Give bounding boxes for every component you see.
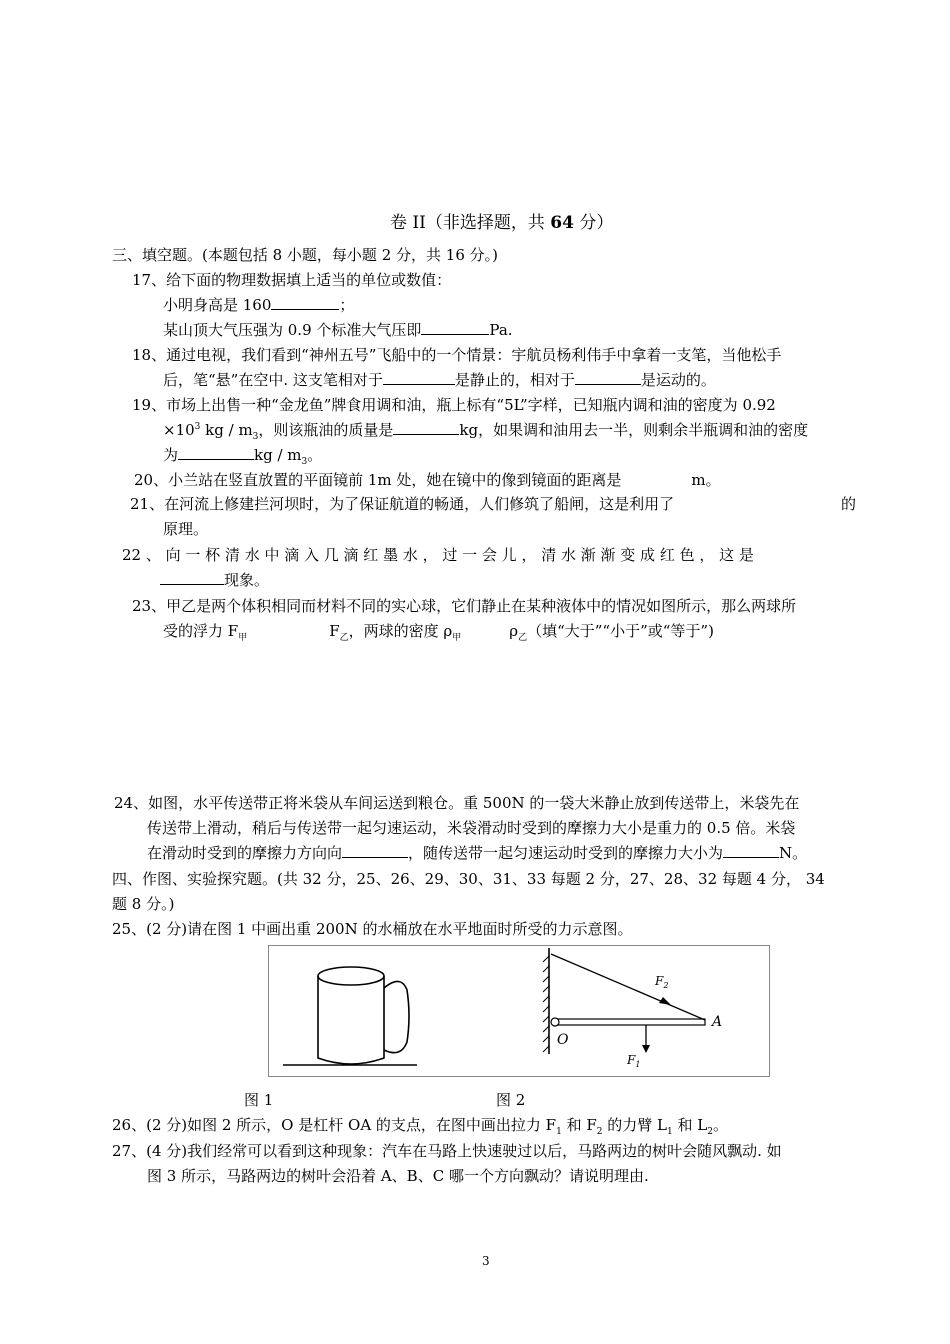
q19-text-a: ×10 bbox=[163, 421, 195, 439]
q20-text: 20、小兰站在竖直放置的平面镜前 1m 处，她在镜中的像到镜面的距离是 bbox=[134, 471, 622, 489]
q26-sub-1: 1 bbox=[556, 1127, 562, 1137]
q23-sub-yi-2: 乙 bbox=[518, 633, 528, 643]
q26-text-d: 和 L bbox=[672, 1116, 708, 1134]
answer-blank[interactable] bbox=[575, 370, 641, 385]
question-19-line-3 bbox=[163, 444, 322, 467]
question-22-line-1: 22 、 向 一 杯 清 水 中 滴 入 几 滴 红 墨 水 ， 过 一 会 儿 ， 清 水 渐 渐 变 成 红 色 ， 这 是 bbox=[122, 546, 754, 564]
label-o: O bbox=[557, 1032, 569, 1048]
title-score: 64 bbox=[550, 213, 574, 233]
figure-2-caption: 图 2 bbox=[496, 1091, 526, 1109]
question-18-line-2 bbox=[163, 369, 716, 390]
label-f2: F bbox=[655, 974, 664, 988]
q17-a-end: ； bbox=[339, 296, 355, 314]
answer-blank[interactable] bbox=[383, 370, 455, 385]
q18-text-b: 是静止的，相对于 bbox=[454, 371, 575, 389]
question-18-line-1: 18、通过电视，我们看到“神州五号”飞船中的一个情景：宇航员杨利伟手中拿着一支笔，当他松手 bbox=[132, 346, 782, 364]
q22-text: 现象。 bbox=[224, 571, 270, 589]
q19-subscript-2: 3 bbox=[301, 457, 308, 467]
q24-text-c: N。 bbox=[779, 844, 808, 862]
question-17-line-b bbox=[163, 319, 513, 340]
question-21-line-1 bbox=[130, 493, 674, 514]
question-24-line-1: 24、如图，水平传送带正将米袋从车间运送到粮仓。重 500N 的一袋大米静止放到传送带上，米袋先在 bbox=[114, 794, 800, 812]
lever-drawing bbox=[543, 948, 722, 1069]
figure-box bbox=[268, 945, 770, 1077]
q23-sub-jia: 甲 bbox=[238, 633, 248, 643]
q19-text-e: 为 bbox=[163, 446, 179, 464]
q18-text-a: 后，笔“悬”在空中. 这支笔相对于 bbox=[163, 371, 383, 389]
question-23-line-1: 23、甲乙是两个体积相同而材料不同的实心球，它们静止在某种液体中的情况如图所示，那么两球所 bbox=[132, 597, 797, 615]
answer-blank[interactable] bbox=[393, 420, 459, 435]
answer-blank[interactable] bbox=[421, 320, 489, 335]
question-25: 25、(2 分)请在图 1 中画出重 200N 的水桶放在水平地面时所受的力示意图。 bbox=[112, 920, 633, 938]
label-f2-sub: 2 bbox=[663, 981, 669, 990]
q23-text-e: （填“大于”“小于”或“等于”) bbox=[527, 622, 714, 640]
question-17-stem: 17、给下面的物理数据填上适当的单位或数值： bbox=[132, 271, 452, 289]
q19-text-c: ，则该瓶油的质量是 bbox=[258, 421, 394, 439]
q19-text-d: kg，如果调和油用去一半，则剩余半瓶调和油的密度 bbox=[459, 421, 809, 439]
q17-b-end: Pa. bbox=[489, 321, 513, 339]
question-22-line-2 bbox=[160, 569, 269, 590]
title-prefix: 卷 II（非选择题，共 bbox=[390, 213, 551, 233]
page-number: 3 bbox=[482, 1254, 490, 1268]
q21-text: 21、在河流上修建拦河坝时，为了保证航道的畅通，人们修筑了船闸，这是利用了 bbox=[130, 495, 675, 513]
q17-a-text: 小明身高是 160 bbox=[163, 296, 272, 314]
question-26 bbox=[112, 1114, 728, 1137]
question-27-line-2: 图 3 所示，马路两边的树叶会沿着 A、B、C 哪一个方向飘动？请说明理由. bbox=[147, 1167, 649, 1185]
q17-b-text: 某山顶大气压强为 0.9 个标准大气压即 bbox=[163, 321, 422, 339]
q19-text-g: 。 bbox=[307, 446, 323, 464]
q23-text-c: ，两球的密度 ρ bbox=[348, 622, 453, 640]
label-a: A bbox=[712, 1014, 723, 1030]
q26-sub-4: 2 bbox=[707, 1127, 713, 1137]
q26-text-a: 26、(2 分)如图 2 所示，O 是杠杆 OA 的支点，在图中画出拉力 F bbox=[112, 1116, 557, 1134]
figure-drawing bbox=[269, 946, 769, 1076]
q26-text-e: 。 bbox=[712, 1116, 728, 1134]
svg-text:F1 bbox=[626, 1053, 640, 1069]
answer-blank[interactable] bbox=[178, 445, 254, 460]
question-17-line-a bbox=[163, 294, 354, 315]
q19-subscript: 3 bbox=[252, 432, 259, 442]
question-24-line-2: 传送带上滑动，稍后与传送带一起匀速运动，米袋滑动时受到的摩擦力大小是重力的 0.5 倍。米袋 bbox=[147, 819, 796, 837]
q19-superscript: 3 bbox=[194, 422, 201, 432]
figure-1-caption: 图 1 bbox=[244, 1091, 274, 1109]
question-27-line-1: 27、(4 分)我们经常可以看到这种现象：汽车在马路上快速驶过以后，马路两边的树叶会随风飘动. 如 bbox=[112, 1142, 782, 1160]
title-suffix: 分） bbox=[573, 213, 614, 233]
section-title bbox=[390, 208, 613, 233]
label-f1-sub: 1 bbox=[635, 1060, 641, 1069]
question-19-line-1: 19、市场上出售一种“金龙鱼”牌食用调和油，瓶上标有“5L”字样，已知瓶内调和油的密度为 0.92 bbox=[132, 396, 776, 414]
q26-text-b: 和 F bbox=[561, 1116, 597, 1134]
q23-text-a: 受的浮力 F bbox=[163, 622, 239, 640]
answer-blank[interactable] bbox=[271, 295, 339, 310]
question-20 bbox=[134, 469, 721, 490]
section-4-heading-line-2: 题 8 分。) bbox=[112, 895, 175, 913]
q19-text-f: kg / m bbox=[254, 446, 302, 464]
bucket-drawing bbox=[283, 967, 417, 1065]
question-19-line-2 bbox=[163, 419, 808, 442]
svg-text:F2 bbox=[654, 974, 668, 990]
question-24-line-3 bbox=[147, 842, 807, 863]
q24-text-a: 在滑动时受到的摩擦力方向向 bbox=[147, 844, 343, 862]
q19-text-b: kg / m bbox=[200, 421, 253, 439]
section-3-heading: 三、填空题。(本题包括 8 小题，每小题 2 分，共 16 分。) bbox=[112, 246, 498, 264]
label-f1: F bbox=[627, 1053, 636, 1067]
question-21-tail: 的 bbox=[841, 495, 857, 513]
q23-sub-yi: 乙 bbox=[339, 633, 349, 643]
q18-text-c: 是运动的。 bbox=[640, 371, 716, 389]
q20-unit: m。 bbox=[691, 471, 721, 489]
answer-blank[interactable] bbox=[723, 843, 779, 858]
q23-text-d: ρ bbox=[509, 622, 519, 640]
q26-sub-2: 2 bbox=[596, 1127, 603, 1137]
q26-sub-3: 1 bbox=[667, 1127, 673, 1137]
q23-text-b: F bbox=[329, 622, 340, 640]
answer-blank[interactable] bbox=[342, 843, 408, 858]
question-21-line-2: 原理。 bbox=[163, 520, 209, 538]
q23-sub-jia-2: 甲 bbox=[452, 633, 462, 643]
q26-text-c: 的力臂 L bbox=[602, 1116, 668, 1134]
answer-blank[interactable] bbox=[160, 570, 224, 585]
section-4-heading-line-1: 四、作图、实验探究题。(共 32 分，25、26、29、30、31、33 每题 2 分，27、28、32 每题 4 分， 34 bbox=[112, 870, 825, 888]
q24-text-b: ，随传送带一起匀速运动时受到的摩擦力大小为 bbox=[408, 844, 724, 862]
question-23-line-2 bbox=[163, 620, 714, 643]
